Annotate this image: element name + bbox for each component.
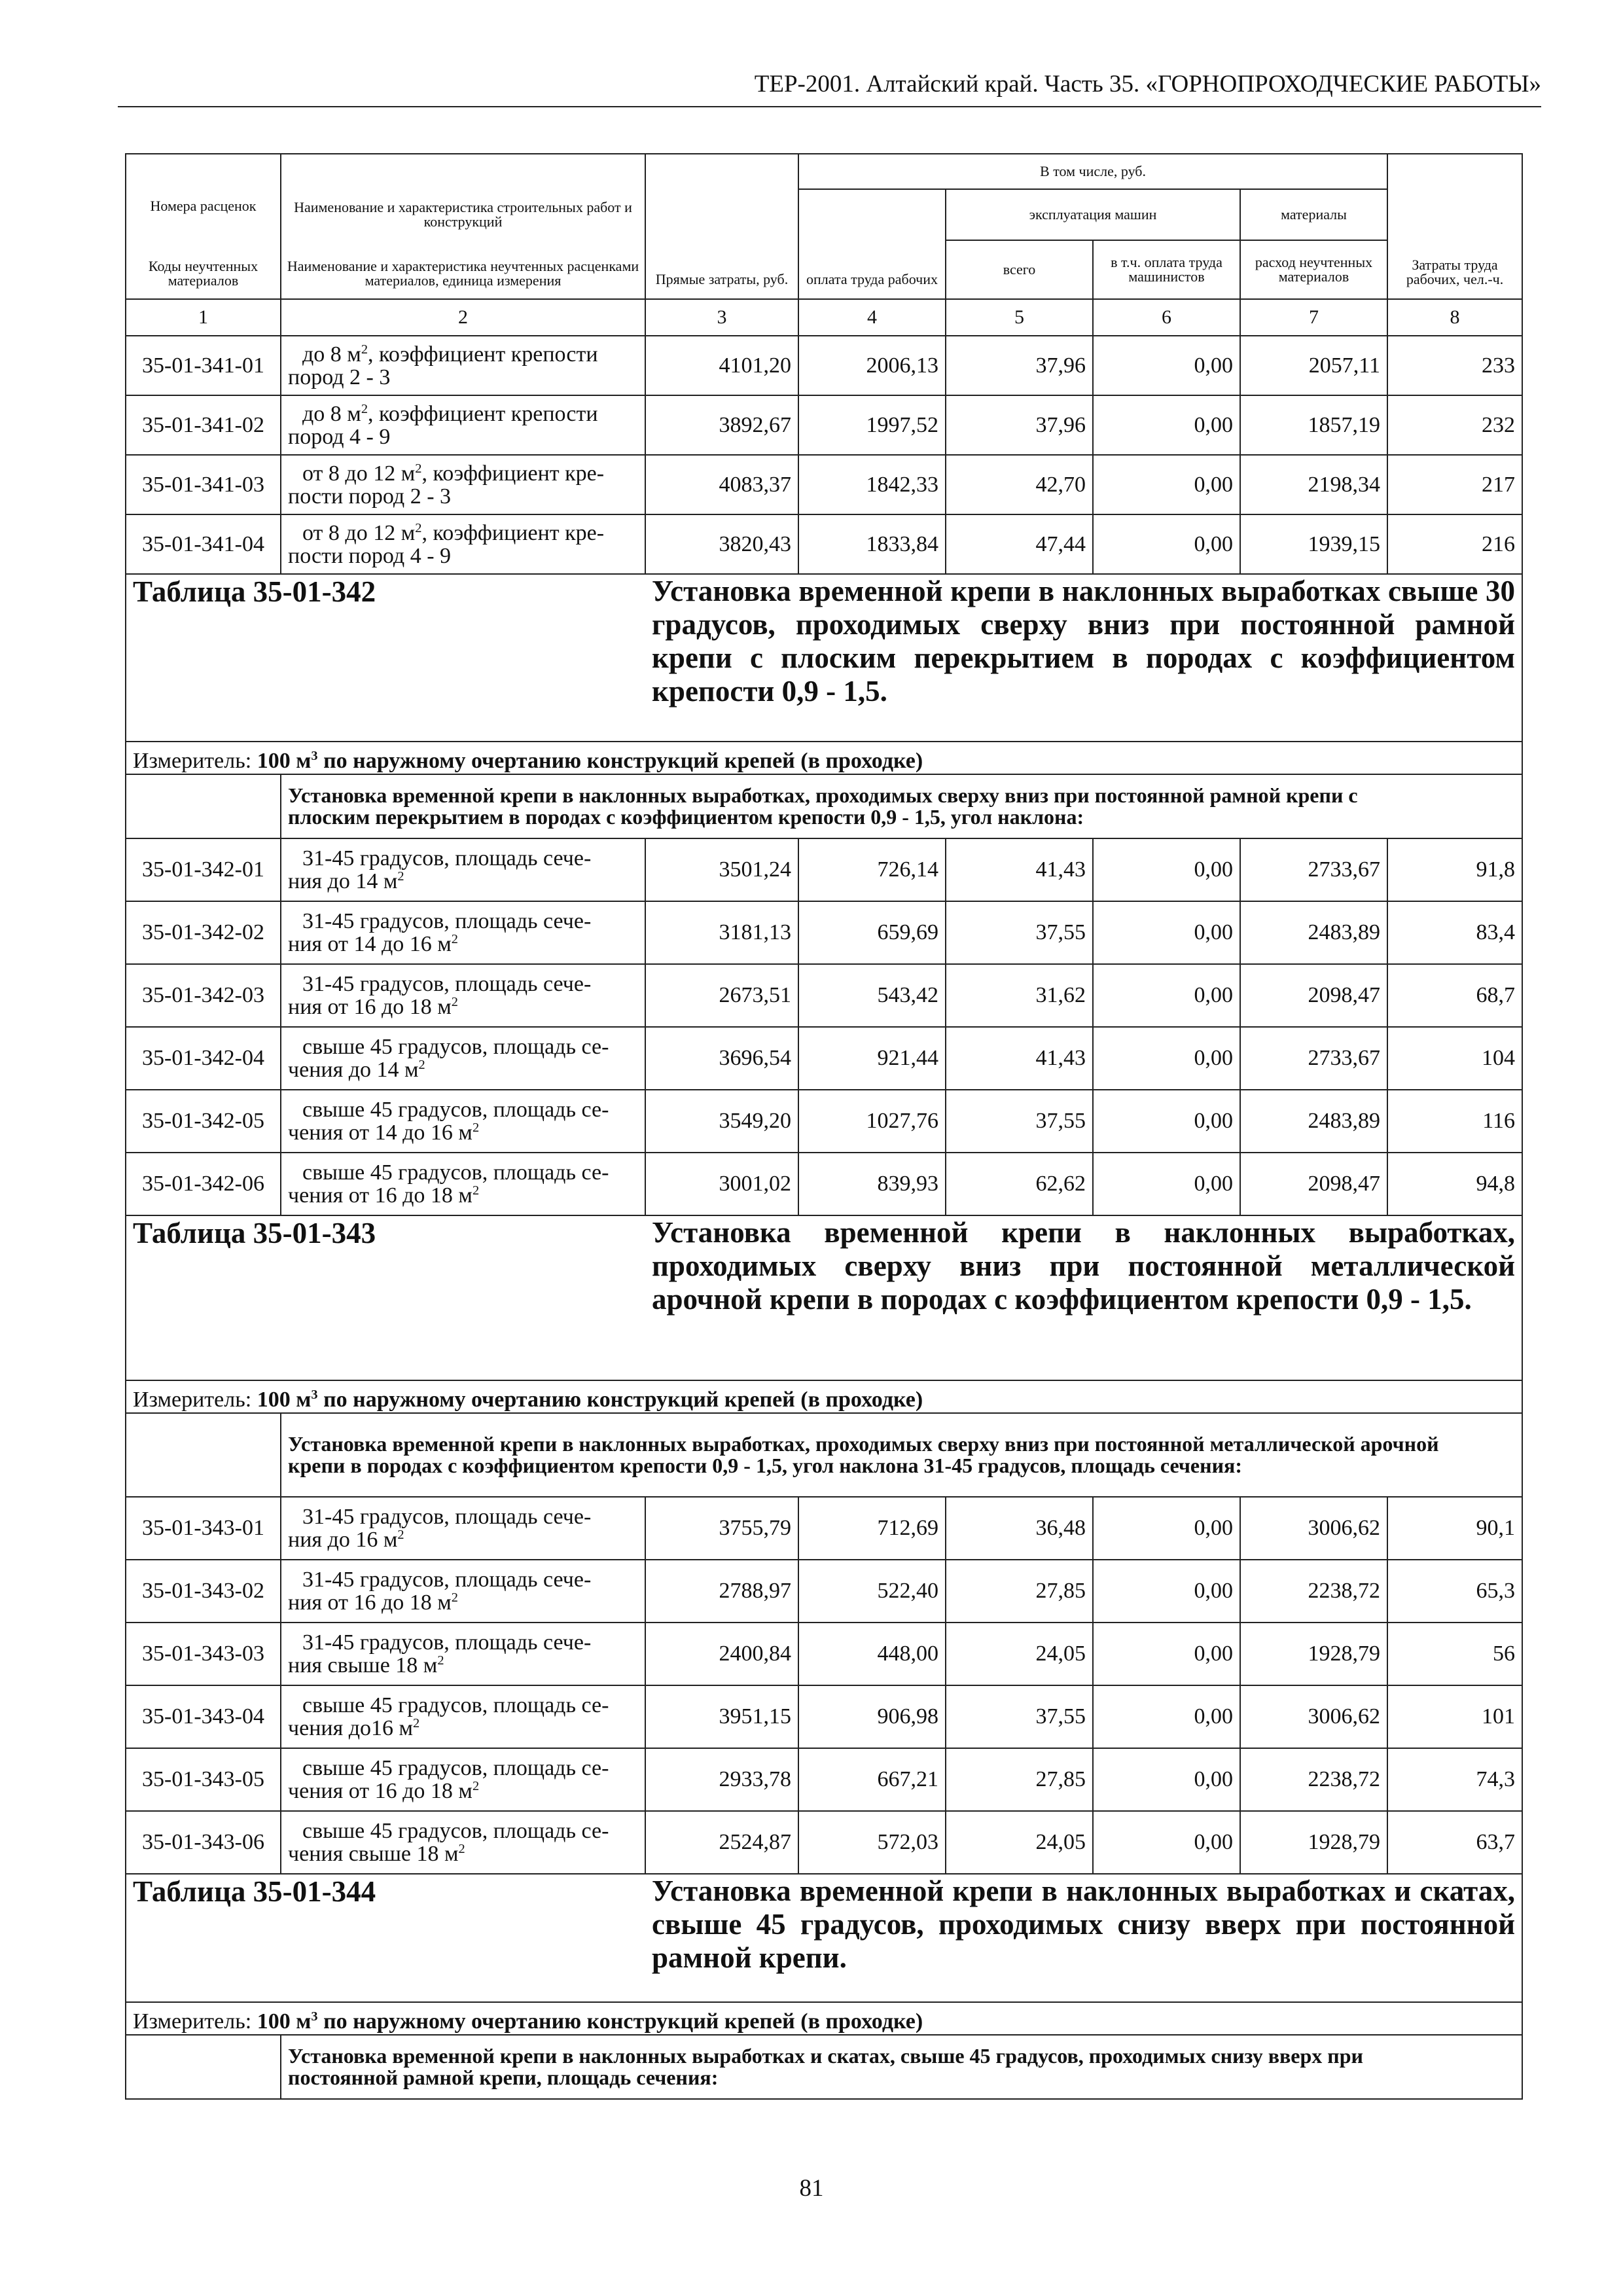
row-mwage: 0,00 — [1093, 395, 1240, 455]
row-mach: 41,43 — [946, 838, 1093, 901]
table-row — [126, 336, 1522, 395]
measure-line — [126, 742, 1522, 774]
row-name — [281, 1685, 645, 1748]
row-name-text: свыше 45 градусов, площадь се- — [302, 1819, 609, 1843]
superscript: 2 — [472, 1183, 480, 1198]
row-name-line2 — [288, 1058, 638, 1081]
measure-rest: по наружному очертанию конструкций крепей (в проходке) — [323, 2009, 923, 2034]
row-direct: 3181,13 — [645, 901, 798, 964]
row-name-text: ния от 16 до 18 м — [288, 995, 452, 1019]
row-name-text: свыше 45 градусов, площадь се- — [302, 1098, 609, 1122]
row-mat: 2483,89 — [1240, 901, 1387, 964]
row-wages: 572,03 — [798, 1811, 946, 1874]
row-name-text: свыше 45 градусов, площадь се- — [302, 1693, 609, 1717]
row-code: 35-01-341-01 — [126, 336, 281, 395]
row-wages: 1833,84 — [798, 514, 946, 574]
row-direct: 3892,67 — [645, 395, 798, 455]
row-name-line1 — [288, 522, 638, 545]
row-direct: 3696,54 — [645, 1027, 798, 1090]
superscript: 2 — [437, 1653, 444, 1668]
row-name-text: ния свыше 18 м — [288, 1653, 438, 1677]
row-name-line1 — [288, 1820, 638, 1842]
row-name — [281, 1623, 645, 1685]
measure-prefix: Измеритель: — [133, 2009, 252, 2034]
row-name-text: свыше 45 градусов, площадь се- — [302, 1160, 609, 1185]
row-wages: 1842,33 — [798, 455, 946, 514]
table-row — [126, 1153, 1522, 1215]
row-mach: 27,85 — [946, 1560, 1093, 1623]
row-name-line1 — [288, 973, 638, 996]
row-name-text: чения до 14 м — [288, 1058, 419, 1082]
row-wages: 839,93 — [798, 1153, 946, 1215]
row-wages: 448,00 — [798, 1623, 946, 1685]
header-machinist-wages: в т.ч. оплата труда машинистов — [1093, 240, 1240, 299]
row-wages: 921,44 — [798, 1027, 946, 1090]
column-number: 1 — [126, 299, 281, 336]
header-names — [281, 154, 645, 299]
row-mach: 41,43 — [946, 1027, 1093, 1090]
superscript: 3 — [311, 1387, 318, 1402]
header-wages: оплата труда рабочих — [798, 189, 946, 299]
row-labor: 217 — [1387, 455, 1522, 514]
row-labor: 216 — [1387, 514, 1522, 574]
row-wages: 659,69 — [798, 901, 946, 964]
row-name — [281, 514, 645, 574]
column-number: 7 — [1240, 299, 1387, 336]
superscript: 2 — [415, 461, 422, 476]
table-row — [126, 1027, 1522, 1090]
row-mwage: 0,00 — [1093, 455, 1240, 514]
row-direct: 2933,78 — [645, 1748, 798, 1811]
row-wages: 522,40 — [798, 1560, 946, 1623]
row-wages: 906,98 — [798, 1685, 946, 1748]
row-code: 35-01-343-02 — [126, 1560, 281, 1623]
superscript: 3 — [311, 748, 318, 763]
row-name-line2 — [288, 545, 638, 567]
row-name-text: 31-45 градусов, площадь сече- — [302, 846, 592, 870]
row-direct: 3549,20 — [645, 1090, 798, 1153]
row-mwage: 0,00 — [1093, 1623, 1240, 1685]
row-name-line2 — [288, 1654, 638, 1677]
row-name-line1 — [288, 462, 638, 485]
table-label: Таблица 35-01-343 — [126, 1215, 645, 1380]
column-number-row — [126, 299, 1522, 336]
row-code: 35-01-342-06 — [126, 1153, 281, 1215]
row-labor: 90,1 — [1387, 1497, 1522, 1560]
row-name-line1 — [288, 403, 638, 425]
table-row — [126, 1497, 1522, 1560]
row-name — [281, 455, 645, 514]
table-row — [126, 901, 1522, 964]
header-incl: В том числе, руб. — [798, 154, 1387, 189]
row-name-line1 — [288, 1505, 638, 1528]
header-labor: Затраты труда рабочих, чел.-ч. — [1387, 154, 1522, 299]
table-row — [126, 964, 1522, 1027]
row-name-line2 — [288, 366, 638, 389]
measure-unit-text: 100 м — [257, 749, 312, 773]
row-name — [281, 1497, 645, 1560]
measure-line — [126, 1380, 1522, 1413]
row-labor: 94,8 — [1387, 1153, 1522, 1215]
row-name-text: пород 2 - 3 — [288, 365, 391, 389]
row-direct: 3820,43 — [645, 514, 798, 574]
table-row — [126, 838, 1522, 901]
header-name-top: Наименование и характеристика строительных работ и конструкций — [294, 199, 632, 230]
column-number: 5 — [946, 299, 1093, 336]
superscript: 2 — [451, 1590, 458, 1605]
row-code: 35-01-342-02 — [126, 901, 281, 964]
measure-line — [126, 2002, 1522, 2035]
row-name-line2 — [288, 1591, 638, 1614]
row-mach: 24,05 — [946, 1811, 1093, 1874]
table-row — [126, 1560, 1522, 1623]
row-labor: 56 — [1387, 1623, 1522, 1685]
measure-rest: по наружному очертанию конструкций крепей (в проходке) — [323, 749, 923, 773]
subtitle-empty — [126, 2035, 281, 2099]
table-title: Установка временной крепи в наклонных выработках свыше 30 градусов, проходимых сверху вниз при постоянной рамной крепи с плоским перекрытием в породах с коэффициентом крепости 0,9 - 1,5. — [645, 574, 1522, 742]
row-code: 35-01-342-03 — [126, 964, 281, 1027]
row-name-text: чения от 16 до 18 м — [288, 1779, 473, 1803]
superscript: 2 — [397, 869, 404, 884]
row-name — [281, 1153, 645, 1215]
table-row — [126, 514, 1522, 574]
row-direct: 2524,87 — [645, 1811, 798, 1874]
row-mwage: 0,00 — [1093, 1560, 1240, 1623]
measure-unit-text: 100 м — [257, 1388, 312, 1412]
superscript: 2 — [472, 1778, 480, 1793]
measure-prefix: Измеритель: — [133, 1388, 252, 1412]
row-name-line2 — [288, 933, 638, 956]
superscript: 2 — [397, 1527, 404, 1542]
row-name-text: чения свыше 18 м — [288, 1842, 459, 1866]
row-labor: 83,4 — [1387, 901, 1522, 964]
column-number: 6 — [1093, 299, 1240, 336]
row-labor: 104 — [1387, 1027, 1522, 1090]
row-labor: 63,7 — [1387, 1811, 1522, 1874]
row-mat: 1939,15 — [1240, 514, 1387, 574]
row-name-text: 31-45 градусов, площадь сече- — [302, 909, 592, 933]
row-name-text: от 8 до 12 м — [302, 520, 416, 545]
measure-row — [126, 1380, 1522, 1413]
header-materials: материалы — [1240, 189, 1387, 240]
measure-prefix: Измеритель: — [133, 749, 252, 773]
subtitle-empty — [126, 1413, 281, 1497]
row-code: 35-01-343-03 — [126, 1623, 281, 1685]
measure-rest: по наружному очертанию конструкций крепей (в проходке) — [323, 1388, 923, 1412]
column-number: 3 — [645, 299, 798, 336]
row-direct: 3755,79 — [645, 1497, 798, 1560]
row-name-text: свыше 45 градусов, площадь се- — [302, 1756, 609, 1780]
row-mat: 2733,67 — [1240, 838, 1387, 901]
row-wages: 1997,52 — [798, 395, 946, 455]
table-row — [126, 1811, 1522, 1874]
measure-unit — [257, 1388, 923, 1412]
row-code: 35-01-341-04 — [126, 514, 281, 574]
page-number: 81 — [799, 2175, 824, 2202]
row-mach: 37,96 — [946, 336, 1093, 395]
header-machines: эксплуатация машин — [946, 189, 1240, 240]
header-direct: Прямые затраты, руб. — [645, 154, 798, 299]
running-header: ТЕР-2001. Алтайский край. Часть 35. «ГОРНОПРОХОДЧЕСКИЕ РАБОТЫ» — [118, 68, 1541, 107]
row-mach: 37,96 — [946, 395, 1093, 455]
row-name-text: 31-45 градусов, площадь сече- — [302, 1630, 592, 1655]
superscript: 2 — [458, 1841, 465, 1856]
table-title: Установка временной крепи в наклонных выработках, проходимых сверху вниз при постоянной металлической арочной крепи в породах с коэффициентом крепости 0,9 - 1,5. — [645, 1215, 1522, 1380]
row-name-text: чения от 14 до 16 м — [288, 1121, 473, 1145]
row-mat: 2238,72 — [1240, 1748, 1387, 1811]
row-wages: 667,21 — [798, 1748, 946, 1811]
row-code: 35-01-341-02 — [126, 395, 281, 455]
row-labor: 233 — [1387, 336, 1522, 395]
row-name-line1 — [288, 910, 638, 933]
row-name-line2 — [288, 870, 638, 893]
subtitle-row — [126, 1413, 1522, 1497]
row-labor: 91,8 — [1387, 838, 1522, 901]
table-label: Таблица 35-01-342 — [126, 574, 645, 742]
row-name-line2 — [288, 1717, 638, 1740]
row-name-line2 — [288, 1528, 638, 1551]
table-row — [126, 1623, 1522, 1685]
row-mat: 1928,79 — [1240, 1811, 1387, 1874]
row-mat: 1928,79 — [1240, 1623, 1387, 1685]
row-mat: 3006,62 — [1240, 1497, 1387, 1560]
row-mat: 2238,72 — [1240, 1560, 1387, 1623]
header-name-bottom: Наименование и характеристика неучтенных расценками материалов, единица измерения — [287, 258, 639, 289]
row-name-text: от 8 до 12 м — [302, 461, 416, 486]
row-name-text: до 8 м — [302, 342, 361, 367]
row-wages: 1027,76 — [798, 1090, 946, 1153]
row-mwage: 0,00 — [1093, 1811, 1240, 1874]
row-direct: 4083,37 — [645, 455, 798, 514]
row-code: 35-01-342-04 — [126, 1027, 281, 1090]
row-mat: 2198,34 — [1240, 455, 1387, 514]
row-mwage: 0,00 — [1093, 901, 1240, 964]
row-name — [281, 1748, 645, 1811]
row-name-text: , коэффициент кре- — [421, 520, 605, 545]
row-labor: 232 — [1387, 395, 1522, 455]
row-name — [281, 395, 645, 455]
subtitle-row — [126, 774, 1522, 838]
row-name-line1 — [288, 1757, 638, 1780]
row-name — [281, 1560, 645, 1623]
header-code-top: Номера расценок — [150, 198, 257, 214]
row-wages: 712,69 — [798, 1497, 946, 1560]
row-mwage: 0,00 — [1093, 514, 1240, 574]
row-mat: 3006,62 — [1240, 1685, 1387, 1748]
row-mat: 2733,67 — [1240, 1027, 1387, 1090]
row-mach: 37,55 — [946, 901, 1093, 964]
row-name-text: ния от 16 до 18 м — [288, 1590, 452, 1615]
table-row — [126, 455, 1522, 514]
row-name-text: свыше 45 градусов, площадь се- — [302, 1035, 609, 1059]
column-number: 2 — [281, 299, 645, 336]
row-name-text: , коэффициент крепости — [368, 401, 598, 426]
header-code-bottom: Коды неучтенных материалов — [148, 258, 259, 289]
row-mat: 1857,19 — [1240, 395, 1387, 455]
column-number: 8 — [1387, 299, 1522, 336]
row-direct: 2788,97 — [645, 1560, 798, 1623]
row-mwage: 0,00 — [1093, 964, 1240, 1027]
row-name-line2 — [288, 1184, 638, 1207]
row-name-text: ния от 14 до 16 м — [288, 932, 452, 956]
row-name-line2 — [288, 485, 638, 508]
row-code: 35-01-343-05 — [126, 1748, 281, 1811]
section-subtitle: Установка временной крепи в наклонных выработках и скатах, свыше 45 градусов, проходимых снизу вверх при постоянной рамной крепи, площадь сечения: — [281, 2035, 1522, 2099]
table-label: Таблица 35-01-344 — [126, 1874, 645, 2002]
row-direct: 4101,20 — [645, 336, 798, 395]
section-subtitle: Установка временной крепи в наклонных выработках, проходимых сверху вниз при постоянной рамной крепи с плоским перекрытием в породах с коэффициентом крепости 0,9 - 1,5, угол наклона: — [281, 774, 1522, 838]
row-name-text: до 8 м — [302, 401, 361, 426]
price-table — [125, 153, 1523, 2100]
row-name — [281, 1027, 645, 1090]
row-name — [281, 1090, 645, 1153]
row-labor: 65,3 — [1387, 1560, 1522, 1623]
row-direct: 3951,15 — [645, 1685, 798, 1748]
row-mat: 2098,47 — [1240, 964, 1387, 1027]
row-mwage: 0,00 — [1093, 1027, 1240, 1090]
row-name-line2 — [288, 1842, 638, 1865]
superscript: 2 — [451, 931, 458, 946]
measure-unit-text: 100 м — [257, 2009, 312, 2034]
row-name — [281, 964, 645, 1027]
section-title-row — [126, 574, 1522, 742]
row-name — [281, 901, 645, 964]
row-name-line2 — [288, 425, 638, 448]
row-mwage: 0,00 — [1093, 1685, 1240, 1748]
superscript: 2 — [415, 520, 422, 535]
table-row — [126, 395, 1522, 455]
row-mach: 36,48 — [946, 1497, 1093, 1560]
row-name-text: 31-45 градусов, площадь сече- — [302, 1505, 592, 1529]
measure-unit — [257, 2009, 923, 2034]
row-labor: 74,3 — [1387, 1748, 1522, 1811]
row-name-text: пости пород 2 - 3 — [288, 484, 452, 509]
row-direct: 3001,02 — [645, 1153, 798, 1215]
section-title-row — [126, 1215, 1522, 1380]
table-row — [126, 1685, 1522, 1748]
row-mach: 37,55 — [946, 1090, 1093, 1153]
row-name-line2 — [288, 996, 638, 1018]
row-name-line1 — [288, 1161, 638, 1184]
row-name-text: , коэффициент кре- — [421, 461, 605, 486]
section-subtitle: Установка временной крепи в наклонных выработках, проходимых сверху вниз при постоянной металлической арочной крепи в породах с коэффициентом крепости 0,9 - 1,5, угол наклона 31-45 градусов, площадь сечения: — [281, 1413, 1522, 1497]
table-title: Установка временной крепи в наклонных выработках и скатах, свыше 45 градусов, проходимых снизу вверх при постоянной рамной крепи. — [645, 1874, 1522, 2002]
superscript: 2 — [361, 401, 368, 416]
row-name-line2 — [288, 1121, 638, 1144]
row-name-line1 — [288, 1568, 638, 1591]
row-mwage: 0,00 — [1093, 336, 1240, 395]
row-code: 35-01-342-01 — [126, 838, 281, 901]
row-name-line1 — [288, 847, 638, 870]
subtitle-empty — [126, 774, 281, 838]
superscript: 2 — [361, 342, 368, 357]
row-name — [281, 838, 645, 901]
row-mach: 42,70 — [946, 455, 1093, 514]
row-mach: 62,62 — [946, 1153, 1093, 1215]
measure-row — [126, 742, 1522, 774]
row-labor: 101 — [1387, 1685, 1522, 1748]
row-mwage: 0,00 — [1093, 838, 1240, 901]
row-name-line1 — [288, 1035, 638, 1058]
row-name-line1 — [288, 343, 638, 366]
table-row — [126, 1090, 1522, 1153]
row-mat: 2483,89 — [1240, 1090, 1387, 1153]
row-code: 35-01-343-01 — [126, 1497, 281, 1560]
row-name-line1 — [288, 1631, 638, 1654]
row-wages: 543,42 — [798, 964, 946, 1027]
measure-row — [126, 2002, 1522, 2035]
row-name-text: ния до 14 м — [288, 869, 398, 893]
row-direct: 3501,24 — [645, 838, 798, 901]
row-mach: 27,85 — [946, 1748, 1093, 1811]
row-direct: 2673,51 — [645, 964, 798, 1027]
superscript: 2 — [418, 1057, 425, 1072]
superscript: 2 — [451, 994, 458, 1009]
row-mach: 47,44 — [946, 514, 1093, 574]
superscript: 2 — [413, 1715, 420, 1731]
row-mwage: 0,00 — [1093, 1153, 1240, 1215]
row-mach: 37,55 — [946, 1685, 1093, 1748]
row-name — [281, 336, 645, 395]
row-mach: 24,05 — [946, 1623, 1093, 1685]
row-name-line2 — [288, 1780, 638, 1803]
row-name-text: , коэффициент крепости — [368, 342, 598, 367]
subtitle-row — [126, 2035, 1522, 2099]
row-name-line1 — [288, 1098, 638, 1121]
row-mach: 31,62 — [946, 964, 1093, 1027]
row-code: 35-01-341-03 — [126, 455, 281, 514]
row-labor: 68,7 — [1387, 964, 1522, 1027]
row-labor: 116 — [1387, 1090, 1522, 1153]
row-name-line1 — [288, 1694, 638, 1717]
row-name-text: пород 4 - 9 — [288, 424, 391, 449]
row-name-text: 31-45 градусов, площадь сече- — [302, 972, 592, 996]
column-number: 4 — [798, 299, 946, 336]
row-name-text: 31-45 градусов, площадь сече- — [302, 1568, 592, 1592]
row-name-text: пости пород 4 - 9 — [288, 543, 452, 568]
header-codes — [126, 154, 281, 299]
row-mwage: 0,00 — [1093, 1090, 1240, 1153]
section-title-row — [126, 1874, 1522, 2002]
header-unaccounted: расход неучтенных материалов — [1240, 240, 1387, 299]
row-name-text: чения от 16 до 18 м — [288, 1183, 473, 1208]
row-mwage: 0,00 — [1093, 1497, 1240, 1560]
row-name-text: чения до16 м — [288, 1716, 414, 1740]
superscript: 3 — [311, 2009, 318, 2024]
table-row — [126, 1748, 1522, 1811]
row-code: 35-01-342-05 — [126, 1090, 281, 1153]
row-wages: 2006,13 — [798, 336, 946, 395]
row-mwage: 0,00 — [1093, 1748, 1240, 1811]
header-machines-total: всего — [946, 240, 1093, 299]
superscript: 2 — [472, 1120, 480, 1135]
measure-unit — [257, 749, 923, 773]
row-code: 35-01-343-06 — [126, 1811, 281, 1874]
row-code: 35-01-343-04 — [126, 1685, 281, 1748]
row-wages: 726,14 — [798, 838, 946, 901]
row-name-text: ния до 16 м — [288, 1528, 398, 1552]
row-name — [281, 1811, 645, 1874]
row-mat: 2057,11 — [1240, 336, 1387, 395]
row-direct: 2400,84 — [645, 1623, 798, 1685]
row-mat: 2098,47 — [1240, 1153, 1387, 1215]
